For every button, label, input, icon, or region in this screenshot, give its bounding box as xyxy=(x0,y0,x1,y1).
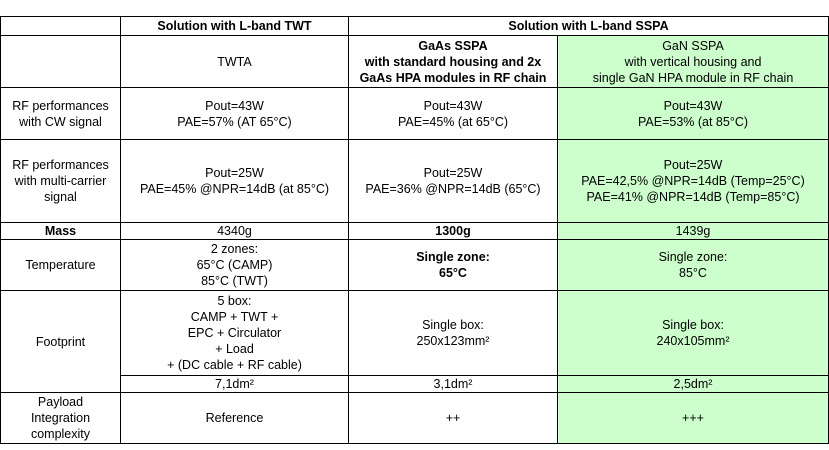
temperature-gaas-zone: Single zone: xyxy=(416,250,490,264)
rf-cw-gaas-pae: PAE=45% (at 65°C) xyxy=(397,114,509,129)
subheader-gan-line-2: with vertical housing and xyxy=(624,54,762,69)
mass-twta: 4340g xyxy=(121,223,349,240)
rf-cw-label-line-2: with CW signal xyxy=(19,114,102,129)
subheader-gaas-line-3: GaAs HPA modules in RF chain xyxy=(359,70,547,85)
rf-mc-label-line-1: RF performances xyxy=(12,158,109,172)
row-label-rf-multicarrier xyxy=(1,140,121,223)
temperature-gan-cell xyxy=(558,240,829,291)
row-label-payload xyxy=(1,393,121,444)
subheader-gaas-sspa xyxy=(349,36,558,88)
rf-mc-gan-cell xyxy=(558,140,829,223)
subheader-gan-line-3: single GaN HPA module in RF chain xyxy=(592,70,794,85)
rf-cw-twta-pae: PAE=57% (AT 65°C) xyxy=(177,114,292,129)
rf-cw-label-line-1: RF performances xyxy=(12,98,109,113)
subheader-gan-sspa xyxy=(558,36,829,88)
rf-cw-gaas-pout: Pout=43W xyxy=(423,98,483,113)
mass-gaas: 1300g xyxy=(349,223,558,240)
subheader-gaas-line-1: GaAs SSPA xyxy=(418,38,488,53)
footprint-gaas-line-1: Single box: xyxy=(422,318,484,332)
row-footprint xyxy=(1,291,829,376)
temperature-gaas-cell xyxy=(349,240,558,291)
subheader-gaas-line-2: with standard housing and 2x xyxy=(364,54,542,69)
temperature-twta-twt: 85°C (TWT) xyxy=(201,274,268,288)
rf-cw-gan-cell xyxy=(558,88,829,140)
row-rf-multicarrier xyxy=(1,140,829,223)
temperature-gan-zone: Single zone: xyxy=(658,250,728,264)
rf-mc-label-line-2: with multi-carrier xyxy=(14,174,107,188)
row-footprint-area xyxy=(1,376,829,393)
rf-mc-gaas-pae: PAE=36% @NPR=14dB (65°C) xyxy=(365,182,541,196)
rf-cw-gaas-cell xyxy=(349,88,558,140)
temperature-gaas-value: 65°C xyxy=(439,266,467,280)
rf-mc-gaas-cell xyxy=(349,140,558,223)
footprint-twta-cell xyxy=(121,291,349,376)
row-label-temperature: Temperature xyxy=(1,240,121,291)
header-row xyxy=(1,17,829,36)
rf-mc-twta-cell xyxy=(121,140,349,223)
footprint-twta-line-1: 5 box: xyxy=(217,294,252,308)
payload-label-line-1: Payload xyxy=(37,395,84,409)
rf-mc-gan-pae-85c: PAE=41% @NPR=14dB (Temp=85°C) xyxy=(586,190,800,204)
footprint-gan-cell xyxy=(558,291,829,376)
footprint-twta-line-5: + (DC cable + RF cable) xyxy=(167,358,302,372)
row-label-rf-cw xyxy=(1,88,121,140)
footprint-area-twta: 7,1dm² xyxy=(121,376,349,393)
footprint-gan-line-1: Single box: xyxy=(662,318,724,332)
row-label-mass: Mass xyxy=(1,223,121,240)
header-sspa-solution: Solution with L-band SSPA xyxy=(349,17,829,36)
row-rf-cw xyxy=(1,88,829,140)
payload-twta: Reference xyxy=(121,393,349,444)
row-label-footprint: Footprint xyxy=(1,291,121,393)
footprint-twta-line-3: EPC + Circulator xyxy=(187,326,282,340)
payload-label-line-2: Integration xyxy=(30,411,91,425)
header-empty-cell xyxy=(1,17,121,36)
rf-cw-twta-cell xyxy=(121,88,349,140)
footprint-gaas-cell xyxy=(349,291,558,376)
mass-gan: 1439g xyxy=(558,223,829,240)
payload-gan: +++ xyxy=(558,393,829,444)
rf-cw-gan-pout: Pout=43W xyxy=(663,98,723,113)
header-twt-solution: Solution with L-band TWT xyxy=(121,17,349,36)
rf-mc-gan-pout: Pout=25W xyxy=(663,158,723,172)
subheader-empty-cell xyxy=(1,36,121,88)
row-temperature xyxy=(1,240,829,291)
footprint-area-gan: 2,5dm² xyxy=(558,376,829,393)
rf-cw-gan-pae: PAE=53% (at 85°C) xyxy=(637,114,749,129)
temperature-twta-camp: 65°C (CAMP) xyxy=(196,258,273,272)
subheader-row xyxy=(1,36,829,88)
row-payload xyxy=(1,393,829,444)
row-mass xyxy=(1,223,829,240)
rf-mc-twta-pout: Pout=25W xyxy=(205,166,264,180)
rf-cw-twta-pout: Pout=43W xyxy=(205,98,264,113)
footprint-twta-line-2: CAMP + TWT + xyxy=(190,310,279,324)
payload-label-line-3: complexity xyxy=(30,427,91,441)
footprint-gan-line-2: 240x105mm² xyxy=(656,334,730,348)
temperature-twta-cell xyxy=(121,240,349,291)
payload-gaas: ++ xyxy=(349,393,558,444)
rf-mc-twta-pae: PAE=45% @NPR=14dB (at 85°C) xyxy=(139,182,330,196)
temperature-twta-zones: 2 zones: xyxy=(210,242,259,256)
subheader-twta: TWTA xyxy=(121,36,349,88)
rf-mc-label-line-3: signal xyxy=(44,190,77,204)
rf-mc-gan-pae-25c: PAE=42,5% @NPR=14dB (Temp=25°C) xyxy=(581,174,805,188)
rf-mc-gaas-pout: Pout=25W xyxy=(423,166,483,180)
subheader-gan-line-1: GaN SSPA xyxy=(662,38,724,53)
footprint-twta-line-4: + Load xyxy=(215,342,254,356)
comparison-table xyxy=(0,16,829,444)
footprint-area-gaas: 3,1dm² xyxy=(349,376,558,393)
footprint-gaas-line-2: 250x123mm² xyxy=(416,334,490,348)
temperature-gan-value: 85°C xyxy=(679,266,707,280)
